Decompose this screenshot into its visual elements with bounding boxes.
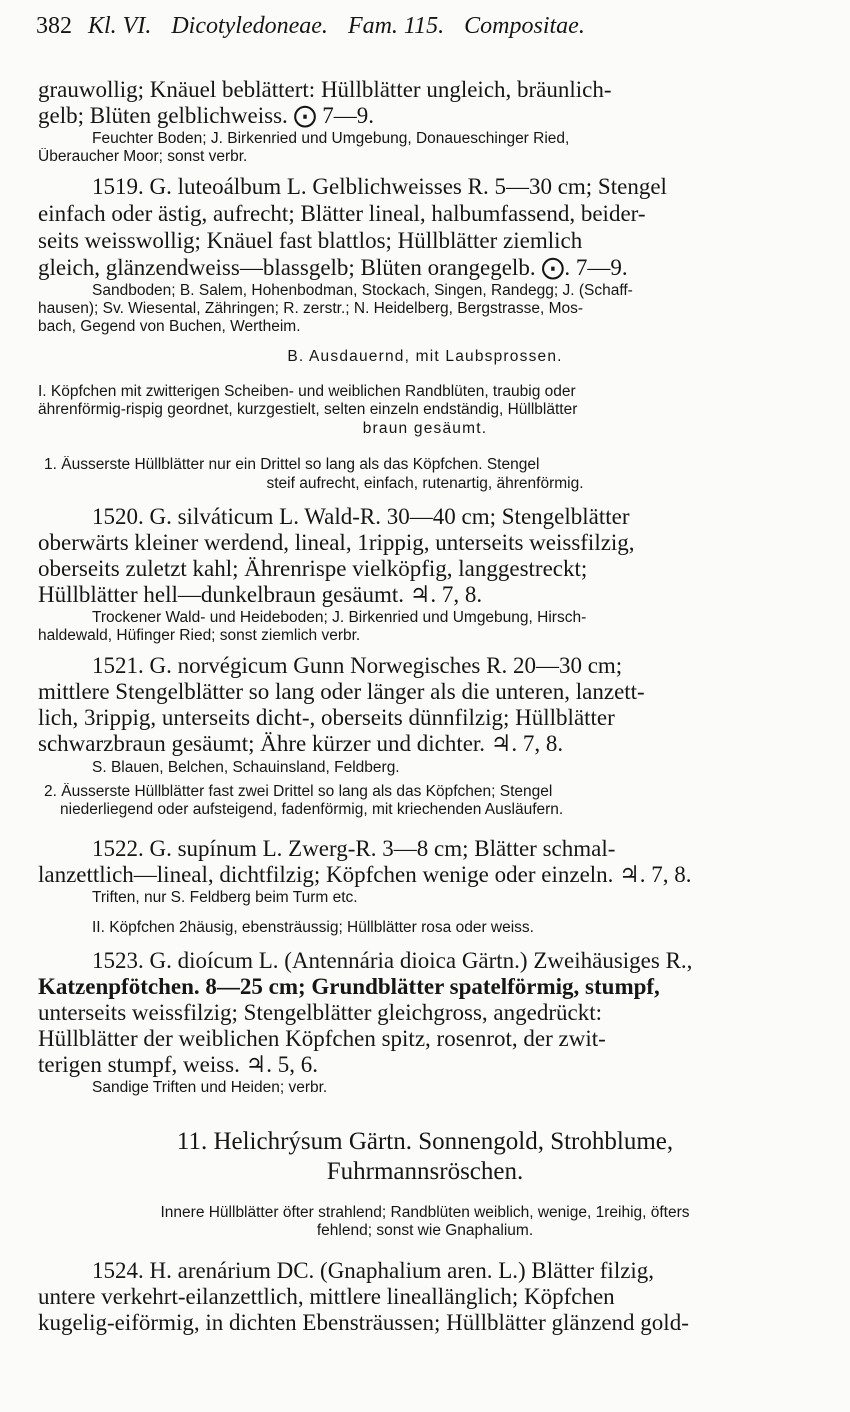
key-line: niederliegend oder aufsteigend, fadenförmig, mit kriechenden Ausläufern. bbox=[60, 801, 564, 818]
text-line: oberseits zuletzt kahl; Ährenrispe vielköpfig, langgestreckt; bbox=[38, 556, 588, 581]
species-heading-line: 1519. G. luteoálbum L. Gelblichweisses R. 5—30 cm; Stengel bbox=[92, 174, 667, 199]
genus-heading: 11. Helichrýsum Gärtn. Sonnengold, Strohblume, bbox=[176, 1128, 674, 1155]
key-line: steif aufrecht, einfach, rutenartig, ährenförmig. bbox=[266, 475, 584, 492]
text-line: schwarzbraun gesäumt; Ähre kürzer und dichter. ♃. 7, 8. bbox=[38, 731, 564, 756]
species-heading-line: 1524. H. arenárium DC. (Gnaphalium aren. L.) Blätter filzig, bbox=[92, 1258, 655, 1283]
species-heading-line: 1522. G. supínum L. Zwerg-R. 3—8 cm; Blätter schmal- bbox=[92, 836, 616, 861]
species-heading-line: 1521. G. norvégicum Gunn Norwegisches R. 20—30 cm; bbox=[92, 653, 623, 678]
text-line: gleich, glänzendweiss—blassgelb; Blüten orangegelb. ⨀. 7—9. bbox=[38, 255, 628, 280]
key-line: 1. Äusserste Hüllblätter nur ein Drittel so lang als das Köpfchen. Stengel bbox=[44, 456, 540, 473]
header-subclass: Dicotyledoneae. bbox=[171, 13, 328, 39]
genus-description: fehlend; sonst wie Gnaphalium. bbox=[316, 1222, 534, 1239]
locality-line: Triften, nur S. Feldberg beim Turm etc. bbox=[92, 889, 358, 906]
text-line: Hüllblätter der weiblichen Köpfchen spitz, rosenrot, der zwit- bbox=[38, 1026, 606, 1051]
locality-line: Trockener Wald- und Heideboden; J. Birkenried und Umgebung, Hirsch- bbox=[92, 609, 587, 626]
text-line: Hüllblätter hell—dunkelbraun gesäumt. ♃. 7, 8. bbox=[38, 582, 483, 607]
header-class: Kl. VI. bbox=[88, 13, 152, 39]
text-line: unterseits weissfilzig; Stengelblätter gleichgross, angedrückt: bbox=[38, 1000, 602, 1025]
page-number: 382 bbox=[36, 13, 72, 39]
text-line: einfach oder ästig, aufrecht; Blätter lineal, halbumfassend, beider- bbox=[38, 201, 646, 226]
text-line: kugelig-eiförmig, in dichten Ebensträussen; Hüllblätter glänzend gold- bbox=[38, 1310, 689, 1335]
text-line: grauwollig; Knäuel beblättert: Hüllblätter ungleich, bräunlich- bbox=[38, 77, 612, 102]
text-line: terigen stumpf, weiss. ♃. 5, 6. bbox=[38, 1052, 318, 1077]
locality-line: haldewald, Hüfinger Ried; sonst ziemlich verbr. bbox=[38, 627, 361, 644]
genus-description: Innere Hüllblätter öfter strahlend; Randblüten weiblich, wenige, 1reihig, öfters bbox=[160, 1204, 690, 1221]
locality-line: Überaucher Moor; sonst verbr. bbox=[38, 148, 248, 165]
species-heading-line: 1520. G. silváticum L. Wald-R. 30—40 cm; Stengelblätter bbox=[92, 504, 630, 529]
locality-line: Sandboden; B. Salem, Hohenbodman, Stockach, Singen, Randegg; J. (Schaff- bbox=[92, 282, 633, 299]
locality-line: S. Blauen, Belchen, Schauinsland, Feldberg. bbox=[92, 759, 400, 776]
text-line: lanzettlich—lineal, dichtfilzig; Köpfchen wenige oder einzeln. ♃. 7, 8. bbox=[38, 862, 692, 887]
locality-line: Sandige Triften und Heiden; verbr. bbox=[92, 1079, 328, 1096]
locality-line: bach, Gegend von Buchen, Wertheim. bbox=[38, 318, 301, 335]
key-line: ährenförmig-rispig geordnet, kurzgestielt, selten einzeln endständig, Hüllblätter bbox=[38, 401, 578, 418]
text-line: Katzenpfötchen. 8—25 cm; Grundblätter spatelförmig, stumpf, bbox=[38, 974, 660, 999]
text-line: lich, 3rippig, unterseits dicht-, oberseits dünnfilzig; Hüllblätter bbox=[38, 705, 615, 730]
section-heading: B. Ausdauernd, mit Laubsprossen. bbox=[287, 348, 563, 365]
key-line: II. Köpfchen 2häusig, ebensträussig; Hüllblätter rosa oder weiss. bbox=[92, 919, 534, 936]
text-line: seits weisswollig; Knäuel fast blattlos; Hüllblätter ziemlich bbox=[38, 228, 583, 253]
key-line: I. Köpfchen mit zwitterigen Scheiben- und weiblichen Randblüten, traubig oder bbox=[38, 383, 576, 400]
text-line: untere verkehrt-eilanzettlich, mittlere lineallänglich; Köpfchen bbox=[38, 1284, 615, 1309]
text-line: gelb; Blüten gelblichweiss. ⨀ 7—9. bbox=[38, 103, 375, 128]
key-line: braun gesäumt. bbox=[362, 420, 488, 437]
header-family-name: Compositae. bbox=[464, 13, 585, 39]
locality-line: hausen); Sv. Wiesental, Zähringen; R. zerstr.; N. Heidelberg, Bergstrasse, Mos- bbox=[38, 300, 584, 317]
genus-heading: Fuhrmannsröschen. bbox=[326, 1158, 524, 1185]
header-family-number: Fam. 115. bbox=[347, 13, 445, 39]
locality-line: Feuchter Boden; J. Birkenried und Umgebung, Donaueschinger Ried, bbox=[92, 130, 570, 147]
species-heading-line: 1523. G. dioícum L. (Antennária dioica Gärtn.) Zweihäusiges R., bbox=[92, 948, 693, 973]
running-header bbox=[36, 12, 836, 40]
key-line: 2. Äusserste Hüllblätter fast zwei Drittel so lang als das Köpfchen; Stengel bbox=[44, 783, 553, 800]
text-line: oberwärts kleiner werdend, lineal, 1rippig, unterseits weissfilzig, bbox=[38, 530, 635, 555]
text-line: mittlere Stengelblätter so lang oder länger als die unteren, lanzett- bbox=[38, 679, 645, 704]
